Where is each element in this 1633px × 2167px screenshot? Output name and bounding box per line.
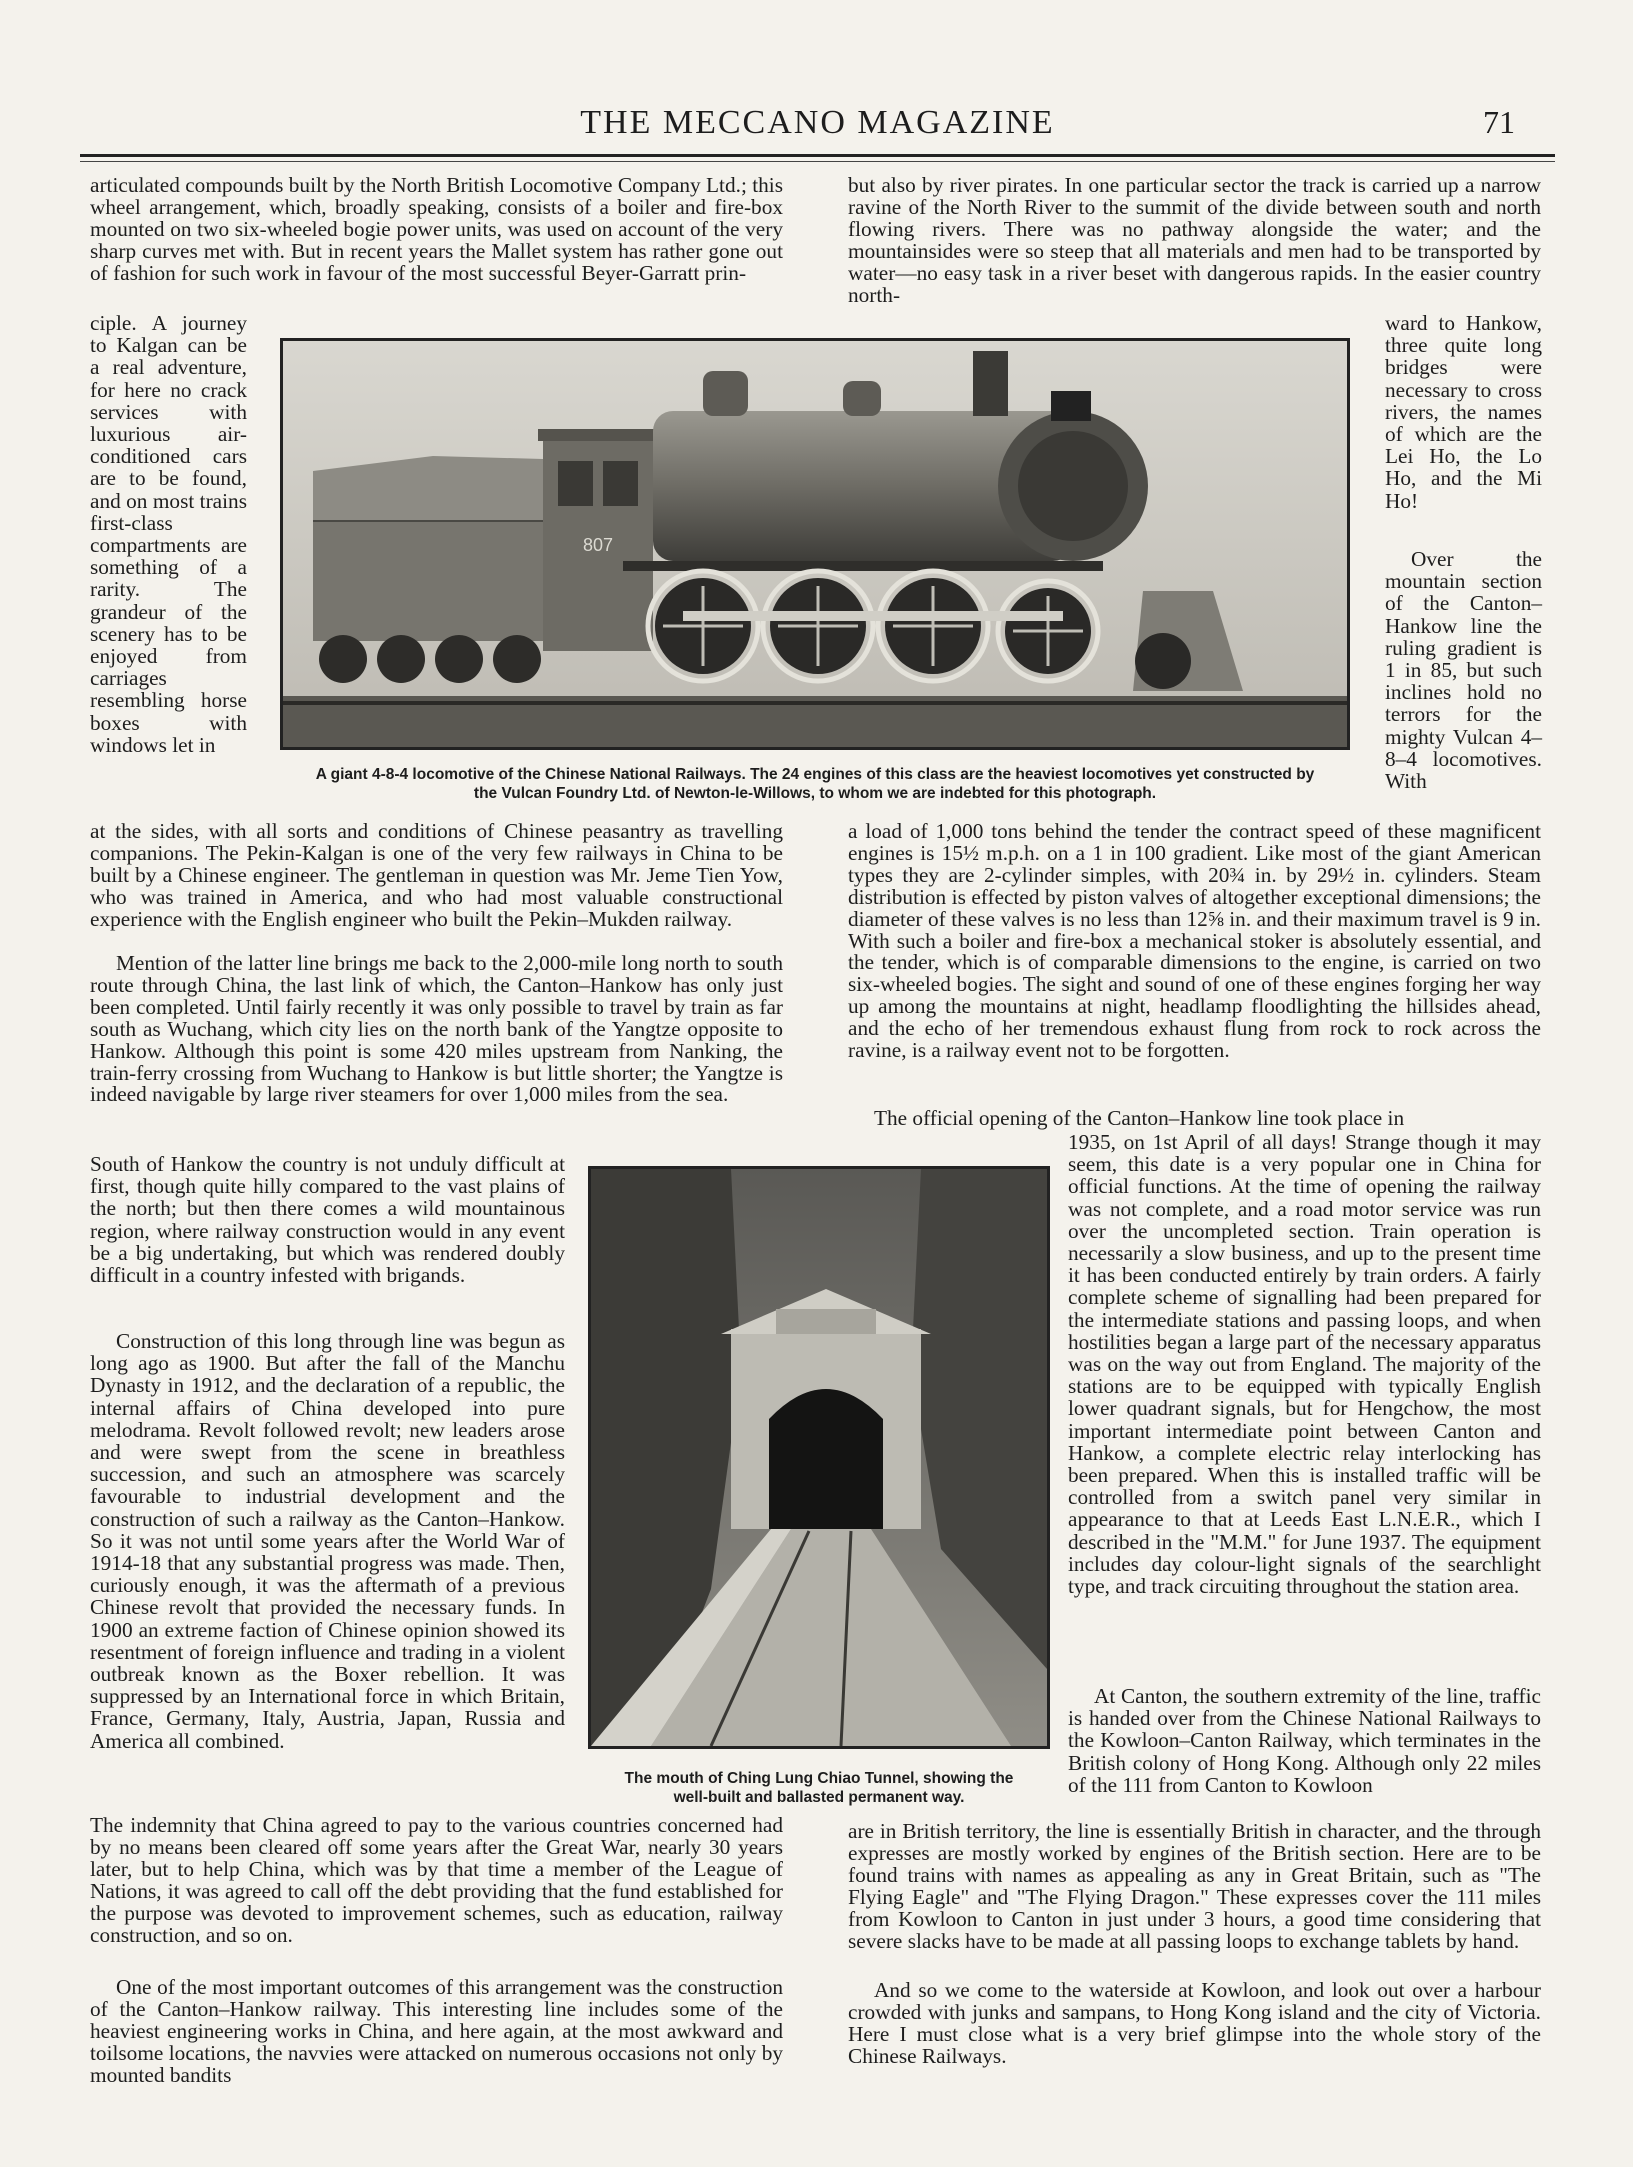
paragraph-articulated-compounds: articulated compounds built by the North British Locomotive Company Ltd.; this wheel arrangement, which, broadly speaking, consists of a boiler and fire-box mounted on two six-wheeled bogie power units, was used on account of the very sharp curves met with. But in recent years the Mallet system has rather gone out of fashion for such work in favour of the most successful Beyer-Garratt prin-	[90, 173, 783, 285]
page-header	[80, 96, 1555, 148]
locomotive-caption-line-2: the Vulcan Foundry Ltd. of Newton-le-Willows, to whom we are indebted for this photograph.	[473, 785, 1157, 802]
header-rule-thin	[80, 161, 1555, 162]
paragraph-south-of-hankow: South of Hankow the country is not unduly difficult at first, though quite hilly compared to the vast plains of the north; but then there comes a wild mountainous region, where railway construction would in any event be a big undertaking, but which was rendered doubly difficult in a country infested with brigands.	[90, 1152, 565, 1288]
locomotive-caption	[280, 765, 1350, 803]
paragraph-canton-hankow-route: Mention of the latter line brings me back to the 2,000-mile long north to south route through China, the last link of which, the Canton–Hankow has only just been completed. Until fairly recently it was only possible to travel by train as far south as Wuchang, which city lies on the north bank of the Yangtze opposite to Hankow. Although this point is some 420 miles upstream from Nanking, the train-ferry crossing from Wuchang to Hankow is but little shorter; the Yangtze is indeed navigable by large river steamers for over 1,000 miles from the sea.	[90, 951, 783, 1107]
tunnel-caption-line-2: well-built and ballasted permanent way.	[673, 1789, 965, 1806]
paragraph-bridges: ward to Hankow, three quite long bridges were necessary to cross rivers, the names of which are the Lei Ho, the Lo Ho, and the Mi Ho!	[1385, 311, 1542, 513]
paragraph-peasantry: at the sides, with all sorts and conditions of Chinese peasantry as travelling companions. The Pekin-Kalgan is one of the very few railways in China to be built by a Chinese engineer. The gentleman in question was Mr. Jeme Tien Yow, who was trained in America, and who had most valuable constructional experience with the English engineer who built the Pekin–Mukden railway.	[90, 819, 783, 931]
paragraph-official-opening: The official opening of the Canton–Hankow line took place in	[874, 1106, 1405, 1130]
paragraph-kowloon-closing: And so we come to the waterside at Kowloon, and look out over a harbour crowded with junks and sampans, to Hong Kong island and the city of Victoria. Here I must close what is a very brief glimpse into the whole story of the Chinese Railways.	[848, 1978, 1541, 2068]
paragraph-river-pirates: but also by river pirates. In one particular sector the track is carried up a narrow ravine of the North River to the summit of the divide between south and north flowing rivers. There was no pathway alongside the water; and the mountainsides were so steep that all materials and men had to be transported by water—no easy task in a river beset with dangerous rapids. In the easier country north-	[848, 173, 1541, 307]
tunnel-photo	[588, 1166, 1050, 1749]
paragraph-at-canton: At Canton, the southern extremity of the line, traffic is handed over from the Chinese National Railways to the Kowloon–Canton Railway, which terminates in the British colony of Hong Kong. Although only 22 miles of the 111 from Canton to Kowloon	[1068, 1684, 1541, 1797]
paragraph-kalgan-journey: ciple. A journey to Kalgan can be a real adventure, for here no crack services with luxurious air-conditioned cars are to be found, and on most trains first-class compartments are something of a rarity. The grandeur of the scenery has to be enjoyed from carriages resembling horse boxes with windows let in	[90, 311, 247, 757]
cab	[538, 429, 663, 651]
tunnel-portal	[721, 1289, 931, 1529]
paragraph-signalling: 1935, on 1st April of all days! Strange though it may seem, this date is a very popular one in China for official functions. At the time of opening the railway was not complete, and a road motor service was run over the uncompleted section. Train operation is necessarily a slow business, and up to the present time it has been conducted entirely by train orders. A fairly complete scheme of signalling had been prepared for the intermediate stations and passing loops, and when hostilities began a large part of the necessary apparatus was on the way out from England. The majority of the stations are to be equipped with typically English lower quadrant signals, but for Hengchow, the most important intermediate point between Canton and Hankow, a complete electric relay interlocking has been prepared. When this is installed traffic will be controlled from a switch panel very similar in appearance to that at Leeds East L.N.E.R., which I described in the "M.M." for June 1937. The equipment includes day colour-light signals of the searchlight type, and track circuiting throughout the station area.	[1068, 1130, 1541, 1599]
paragraph-indemnity: The indemnity that China agreed to pay to the various countries concerned had by no means been cleared off some years after the Great War, nearly 30 years later, but to help China, which was by that time a member of the League of Nations, it was agreed to call off the debt providing that the fund established for the purpose was devoted to improvement schemes, such as education, railway construction, and so on.	[90, 1813, 783, 1947]
tunnel-caption-line-1: The mouth of Ching Lung Chiao Tunnel, showing the	[624, 1770, 1014, 1787]
paragraph-important-outcomes: One of the most important outcomes of this arrangement was the construction of the Canton–Hankow railway. This interesting line includes some of the heaviest engineering works in China, and here again, at the most awkward and toilsome locations, the navvies were attacked on numerous occasions not only by mounted bandits	[90, 1975, 783, 2087]
locomotive-photo	[280, 338, 1350, 750]
tunnel-caption	[575, 1769, 1063, 1807]
paragraph-construction-history: Construction of this long through line was begun as long ago as 1900. But after the fall of the Manchu Dynasty in 1912, and the declaration of a republic, the internal affairs of China developed into pure melodrama. Revolt followed revolt; new leaders arose and were swept from the scene in breathless succession, and such an atmosphere was scarcely favourable to industrial development and the construction of such a railway as the Canton–Hankow. So it was not until some years after the World War of 1914-18 that any substantial progress was made. Then, curiously enough, it was the aftermath of a previous Chinese revolt that provided the necessary funds. In 1900 an extreme faction of Chinese opinion showed its resentment of foreign influence and trading in a violent outbreak known as the Boxer rebellion. It was suppressed by an International force in which Britain, France, Germany, Italy, Austria, Japan, Russia and America all combined.	[90, 1329, 565, 1753]
magazine-title: THE MECCANO MAGAZINE	[580, 104, 1055, 141]
locomotive-illustration	[283, 341, 1347, 747]
engine-number-plate: 807	[583, 535, 614, 555]
paragraph-ruling-gradient: Over the mountain section of the Canton–Hankow line the ruling gradient is 1 in 85, but such inclines hold no terrors for the mighty Vulcan 4–8–4 locomotives. With	[1385, 547, 1542, 794]
page-number: 71	[1483, 104, 1515, 140]
tunnel-illustration	[591, 1169, 1047, 1746]
header-rule	[80, 154, 1555, 157]
paragraph-british-section: are in British territory, the line is essentially British in character, and the through expresses are mostly worked by engines of the British section. Here are to be found trains with names as appealing as any in Great Britain, such as "The Flying Eagle" and "The Flying Dragon." These expresses cover the 111 miles from Kowloon to Canton in just under 3 hours, a good time considering that severe slacks have to be made at all passing loops to exchange tablets by hand.	[848, 1819, 1541, 1953]
locomotive-caption-line-1: A giant 4-8-4 locomotive of the Chinese National Railways. The 24 engines of this class are the heaviest locomotives yet constructed by	[315, 766, 1315, 783]
paragraph-locomotive-specs: a load of 1,000 tons behind the tender the contract speed of these magnificent engines is 15½ m.p.h. on a 1 in 100 gradient. Like most of the giant American types they are 2-cylinder simples, with 20¾ in. by 29½ in. cylinders. Steam distribution is effected by piston valves of altogether exceptional dimensions; the diameter of these valves is no less than 12⅝ in. and their maximum travel is 9 in. With such a boiler and fire-box a mechanical stoker is absolutely essential, and the tender, which is of comparable dimensions to the engine, is carried on two six-wheeled bogies. The sight and sound of one of these engines forging her way up among the mountains at night, headlamp floodlighting the hillsides ahead, and the echo of her tremendous exhaust flung from rock to rock across the ravine, is a railway event not to be forgotten.	[848, 819, 1541, 1063]
